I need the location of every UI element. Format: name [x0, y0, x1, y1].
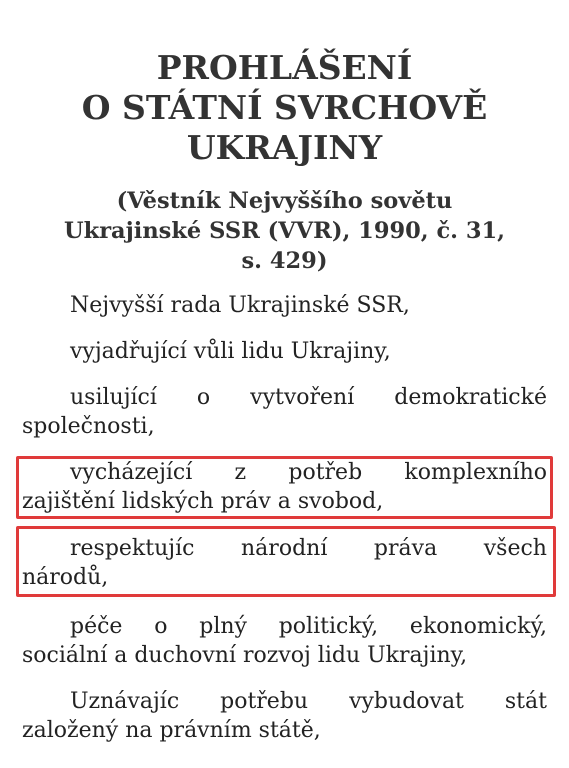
- source-citation-line-1: (Věstník Nejvyššího sovětu: [116, 188, 453, 214]
- paragraph-7-line-1: Uznávajíc potřebu vybudovat stát: [70, 689, 547, 714]
- highlight-box-2: [16, 526, 556, 597]
- paragraph-6-line-2: sociální a duchovní rozvoj lidu Ukrajiny,: [22, 643, 468, 668]
- paragraph-7-line-2: založený na právním státě,: [22, 718, 321, 743]
- paragraph-5-line-1: respektujíc národní práva všech: [70, 536, 547, 561]
- document-title-line-2: O STÁTNÍ SVRCHOVĚ: [81, 88, 488, 127]
- paragraph-5-line-2: národů,: [22, 565, 109, 590]
- source-citation-line-2: Ukrajinské SSR (VVR), 1990, č. 31,: [63, 218, 505, 244]
- paragraph-3-line-1: usilující o vytvoření demokratické: [70, 385, 547, 410]
- source-citation-line-3: s. 429): [241, 248, 328, 274]
- document-title-line-1: PROHLÁŠENÍ: [156, 48, 413, 87]
- paragraph-2-line-1: vyjadřující vůli lidu Ukrajiny,: [70, 339, 391, 364]
- paragraph-4-line-1: vycházející z potřeb komplexního: [70, 460, 547, 485]
- paragraph-3-line-2: společnosti,: [22, 414, 155, 439]
- document-title-line-3: UKRAJINY: [186, 128, 383, 167]
- highlight-box-1: [16, 456, 553, 519]
- paragraph-6-line-1: péče o plný politický, ekonomický,: [70, 614, 547, 639]
- paragraph-4-line-2: zajištění lidských práv a svobod,: [22, 489, 384, 514]
- paragraph-1-line-1: Nejvyšší rada Ukrajinské SSR,: [70, 293, 410, 318]
